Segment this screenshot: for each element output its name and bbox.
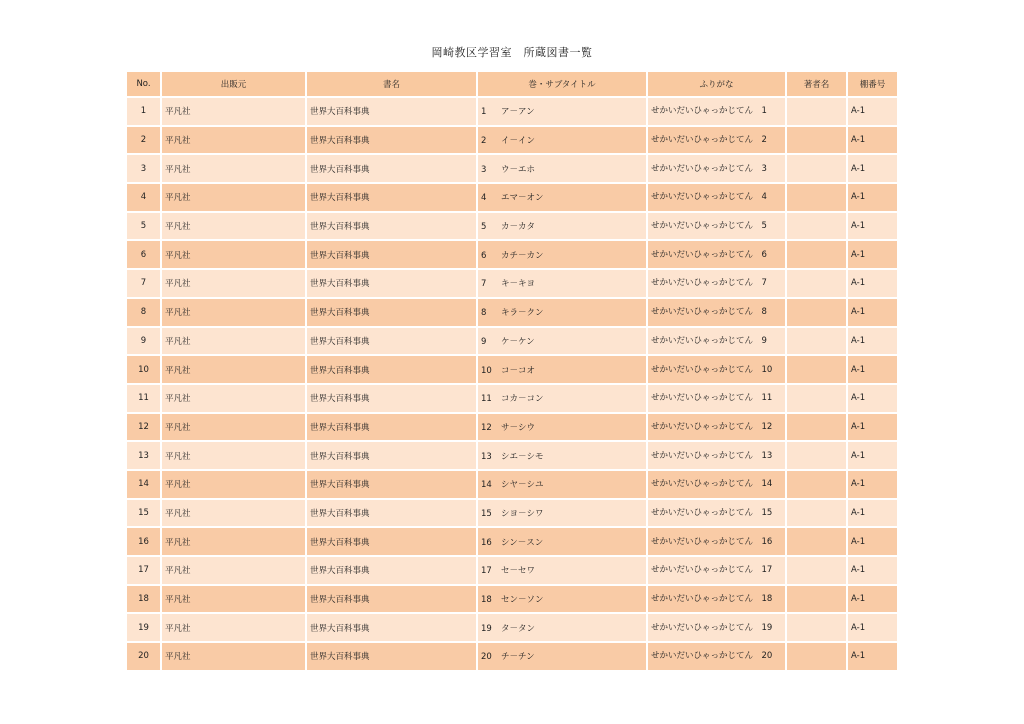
row-author <box>787 471 846 498</box>
row-no: 20 <box>127 643 160 670</box>
row-volume <box>478 614 646 641</box>
row-author <box>787 328 846 355</box>
row-publisher: 平凡社 <box>162 614 305 641</box>
row-book-title: 世界大百科事典 <box>307 155 476 182</box>
row-publisher: 平凡社 <box>162 98 305 125</box>
header-furigana: ふりがな <box>648 72 785 96</box>
row-no: 19 <box>127 614 160 641</box>
row-shelf: A-1 <box>848 127 897 154</box>
row-furigana: せかいだいひゃっかじてん 13 <box>648 442 785 469</box>
table-row <box>127 299 897 326</box>
row-author <box>787 643 846 670</box>
volume-subtitle: ケ－ケン <box>501 336 535 347</box>
row-volume <box>478 127 646 154</box>
row-no: 9 <box>127 328 160 355</box>
row-book-title: 世界大百科事典 <box>307 356 476 383</box>
volume-subtitle: シン－スン <box>501 537 544 548</box>
table-row <box>127 356 897 383</box>
volume-number: 7 <box>481 279 487 290</box>
row-publisher: 平凡社 <box>162 528 305 555</box>
row-publisher: 平凡社 <box>162 241 305 268</box>
table-row <box>127 184 897 211</box>
volume-subtitle: チ－チン <box>501 652 535 663</box>
row-furigana: せかいだいひゃっかじてん 3 <box>648 155 785 182</box>
row-publisher: 平凡社 <box>162 442 305 469</box>
row-no: 4 <box>127 184 160 211</box>
row-author <box>787 155 846 182</box>
volume-subtitle: シエ－シモ <box>501 451 544 462</box>
table-row <box>127 155 897 182</box>
volume-number: 18 <box>481 595 492 606</box>
volume-subtitle: ア－アン <box>501 107 535 118</box>
table-row <box>127 614 897 641</box>
header-publisher: 出販元 <box>162 72 305 96</box>
row-author <box>787 184 846 211</box>
volume-number: 16 <box>481 537 492 548</box>
row-no: 16 <box>127 528 160 555</box>
row-no: 13 <box>127 442 160 469</box>
row-volume <box>478 328 646 355</box>
volume-number: 20 <box>481 652 492 663</box>
volume-subtitle: カ－カタ <box>501 222 536 233</box>
row-no: 12 <box>127 414 160 441</box>
row-publisher: 平凡社 <box>162 299 305 326</box>
row-author <box>787 528 846 555</box>
volume-number: 10 <box>481 365 492 376</box>
row-book-title: 世界大百科事典 <box>307 643 476 670</box>
row-author <box>787 127 846 154</box>
volume-number: 14 <box>481 480 492 491</box>
table-row <box>127 414 897 441</box>
row-book-title: 世界大百科事典 <box>307 241 476 268</box>
row-volume <box>478 299 646 326</box>
row-no: 17 <box>127 557 160 584</box>
header-row <box>127 72 897 96</box>
volume-subtitle: イ－イン <box>501 136 536 147</box>
volume-subtitle: ウ－エホ <box>501 164 536 175</box>
row-author <box>787 356 846 383</box>
row-book-title: 世界大百科事典 <box>307 586 476 613</box>
page-title: 岡崎教区学習室 所蔵図書一覧 <box>431 46 593 59</box>
row-furigana: せかいだいひゃっかじてん 17 <box>648 557 785 584</box>
row-author <box>787 614 846 641</box>
header-shelf: 棚番号 <box>848 72 897 96</box>
row-shelf: A-1 <box>848 299 897 326</box>
row-shelf: A-1 <box>848 414 897 441</box>
row-book-title: 世界大百科事典 <box>307 127 476 154</box>
row-publisher: 平凡社 <box>162 270 305 297</box>
catalog-table <box>125 70 899 672</box>
header-author: 著者名 <box>787 72 846 96</box>
table-row <box>127 270 897 297</box>
row-volume <box>478 270 646 297</box>
row-author <box>787 299 846 326</box>
volume-number: 13 <box>481 451 492 462</box>
row-no: 8 <box>127 299 160 326</box>
row-book-title: 世界大百科事典 <box>307 299 476 326</box>
row-furigana: せかいだいひゃっかじてん 15 <box>648 500 785 527</box>
row-publisher: 平凡社 <box>162 155 305 182</box>
row-book-title: 世界大百科事典 <box>307 328 476 355</box>
table-row <box>127 98 897 125</box>
row-book-title: 世界大百科事典 <box>307 557 476 584</box>
table-row <box>127 643 897 670</box>
row-author <box>787 385 846 412</box>
volume-subtitle: タ－タン <box>501 623 536 634</box>
row-volume <box>478 442 646 469</box>
volume-subtitle: セ－セワ <box>501 566 536 577</box>
row-shelf: A-1 <box>848 528 897 555</box>
row-shelf: A-1 <box>848 614 897 641</box>
row-volume <box>478 414 646 441</box>
row-shelf: A-1 <box>848 385 897 412</box>
row-author <box>787 586 846 613</box>
row-publisher: 平凡社 <box>162 184 305 211</box>
volume-number: 5 <box>481 222 487 233</box>
row-volume <box>478 155 646 182</box>
row-publisher: 平凡社 <box>162 643 305 670</box>
volume-number: 1 <box>481 107 487 118</box>
row-volume <box>478 356 646 383</box>
volume-number: 17 <box>481 566 492 577</box>
row-furigana: せかいだいひゃっかじてん 6 <box>648 241 785 268</box>
row-furigana: せかいだいひゃっかじてん 2 <box>648 127 785 154</box>
row-publisher: 平凡社 <box>162 127 305 154</box>
row-no: 6 <box>127 241 160 268</box>
header-volume: 巻・サブタイトル <box>478 72 646 96</box>
row-author <box>787 98 846 125</box>
row-book-title: 世界大百科事典 <box>307 414 476 441</box>
row-shelf: A-1 <box>848 442 897 469</box>
volume-number: 2 <box>481 136 487 147</box>
volume-subtitle: キラ－クン <box>501 308 544 319</box>
volume-number: 3 <box>481 164 487 175</box>
row-shelf: A-1 <box>848 184 897 211</box>
row-volume <box>478 500 646 527</box>
row-publisher: 平凡社 <box>162 356 305 383</box>
volume-subtitle: エマ－オン <box>501 193 544 204</box>
row-shelf: A-1 <box>848 586 897 613</box>
row-volume <box>478 557 646 584</box>
row-furigana: せかいだいひゃっかじてん 8 <box>648 299 785 326</box>
volume-subtitle: サ－シウ <box>501 422 536 433</box>
row-publisher: 平凡社 <box>162 414 305 441</box>
row-author <box>787 213 846 240</box>
row-volume <box>478 471 646 498</box>
table-row <box>127 127 897 154</box>
volume-number: 8 <box>481 308 487 319</box>
row-publisher: 平凡社 <box>162 557 305 584</box>
volume-subtitle: コカ－コン <box>501 394 544 405</box>
row-book-title: 世界大百科事典 <box>307 270 476 297</box>
row-no: 10 <box>127 356 160 383</box>
volume-number: 19 <box>481 623 492 634</box>
row-publisher: 平凡社 <box>162 586 305 613</box>
header-no: No. <box>127 72 160 96</box>
row-furigana: せかいだいひゃっかじてん 20 <box>648 643 785 670</box>
row-volume <box>478 98 646 125</box>
volume-number: 11 <box>481 394 492 405</box>
row-no: 18 <box>127 586 160 613</box>
table-row <box>127 241 897 268</box>
row-furigana: せかいだいひゃっかじてん 16 <box>648 528 785 555</box>
volume-number: 6 <box>481 250 487 261</box>
volume-subtitle: シヤ－シユ <box>501 480 544 491</box>
row-book-title: 世界大百科事典 <box>307 500 476 527</box>
row-shelf: A-1 <box>848 557 897 584</box>
row-no: 2 <box>127 127 160 154</box>
row-furigana: せかいだいひゃっかじてん 10 <box>648 356 785 383</box>
table-row <box>127 557 897 584</box>
row-book-title: 世界大百科事典 <box>307 213 476 240</box>
row-furigana: せかいだいひゃっかじてん 11 <box>648 385 785 412</box>
row-no: 15 <box>127 500 160 527</box>
row-no: 1 <box>127 98 160 125</box>
header-book-title: 書名 <box>307 72 476 96</box>
row-no: 5 <box>127 213 160 240</box>
row-shelf: A-1 <box>848 241 897 268</box>
row-volume <box>478 385 646 412</box>
row-no: 3 <box>127 155 160 182</box>
row-shelf: A-1 <box>848 356 897 383</box>
row-author <box>787 500 846 527</box>
row-volume <box>478 528 646 555</box>
row-shelf: A-1 <box>848 270 897 297</box>
volume-subtitle: シヨ－シワ <box>501 508 544 519</box>
row-furigana: せかいだいひゃっかじてん 4 <box>648 184 785 211</box>
table-row <box>127 500 897 527</box>
row-no: 11 <box>127 385 160 412</box>
row-publisher: 平凡社 <box>162 500 305 527</box>
row-furigana: せかいだいひゃっかじてん 9 <box>648 328 785 355</box>
table-row <box>127 213 897 240</box>
row-volume <box>478 643 646 670</box>
volume-subtitle: キ－キヨ <box>501 279 536 290</box>
row-book-title: 世界大百科事典 <box>307 528 476 555</box>
table-row <box>127 328 897 355</box>
row-author <box>787 442 846 469</box>
row-no: 14 <box>127 471 160 498</box>
row-volume <box>478 586 646 613</box>
row-author <box>787 414 846 441</box>
volume-number: 15 <box>481 508 492 519</box>
table-row <box>127 385 897 412</box>
table-row <box>127 471 897 498</box>
volume-subtitle: セン－ソン <box>501 595 544 606</box>
row-furigana: せかいだいひゃっかじてん 5 <box>648 213 785 240</box>
row-book-title: 世界大百科事典 <box>307 98 476 125</box>
row-author <box>787 241 846 268</box>
row-furigana: せかいだいひゃっかじてん 7 <box>648 270 785 297</box>
volume-number: 12 <box>481 422 492 433</box>
row-shelf: A-1 <box>848 98 897 125</box>
row-no: 7 <box>127 270 160 297</box>
table-row <box>127 528 897 555</box>
row-publisher: 平凡社 <box>162 471 305 498</box>
row-publisher: 平凡社 <box>162 213 305 240</box>
volume-subtitle: コ－コオ <box>501 365 536 376</box>
row-volume <box>478 213 646 240</box>
row-volume <box>478 241 646 268</box>
volume-number: 9 <box>481 336 487 347</box>
row-book-title: 世界大百科事典 <box>307 471 476 498</box>
row-shelf: A-1 <box>848 643 897 670</box>
row-publisher: 平凡社 <box>162 385 305 412</box>
row-book-title: 世界大百科事典 <box>307 442 476 469</box>
row-furigana: せかいだいひゃっかじてん 14 <box>648 471 785 498</box>
row-furigana: せかいだいひゃっかじてん 19 <box>648 614 785 641</box>
row-publisher: 平凡社 <box>162 328 305 355</box>
volume-subtitle: カチ－カン <box>501 250 544 261</box>
row-author <box>787 557 846 584</box>
row-shelf: A-1 <box>848 213 897 240</box>
row-furigana: せかいだいひゃっかじてん 12 <box>648 414 785 441</box>
row-furigana: せかいだいひゃっかじてん 18 <box>648 586 785 613</box>
volume-number: 4 <box>481 193 487 204</box>
table-row <box>127 586 897 613</box>
row-author <box>787 270 846 297</box>
row-shelf: A-1 <box>848 500 897 527</box>
row-shelf: A-1 <box>848 155 897 182</box>
table-row <box>127 442 897 469</box>
table-body <box>127 98 897 670</box>
row-shelf: A-1 <box>848 328 897 355</box>
row-shelf: A-1 <box>848 471 897 498</box>
row-volume <box>478 184 646 211</box>
row-furigana: せかいだいひゃっかじてん 1 <box>648 98 785 125</box>
row-book-title: 世界大百科事典 <box>307 614 476 641</box>
row-book-title: 世界大百科事典 <box>307 385 476 412</box>
row-book-title: 世界大百科事典 <box>307 184 476 211</box>
